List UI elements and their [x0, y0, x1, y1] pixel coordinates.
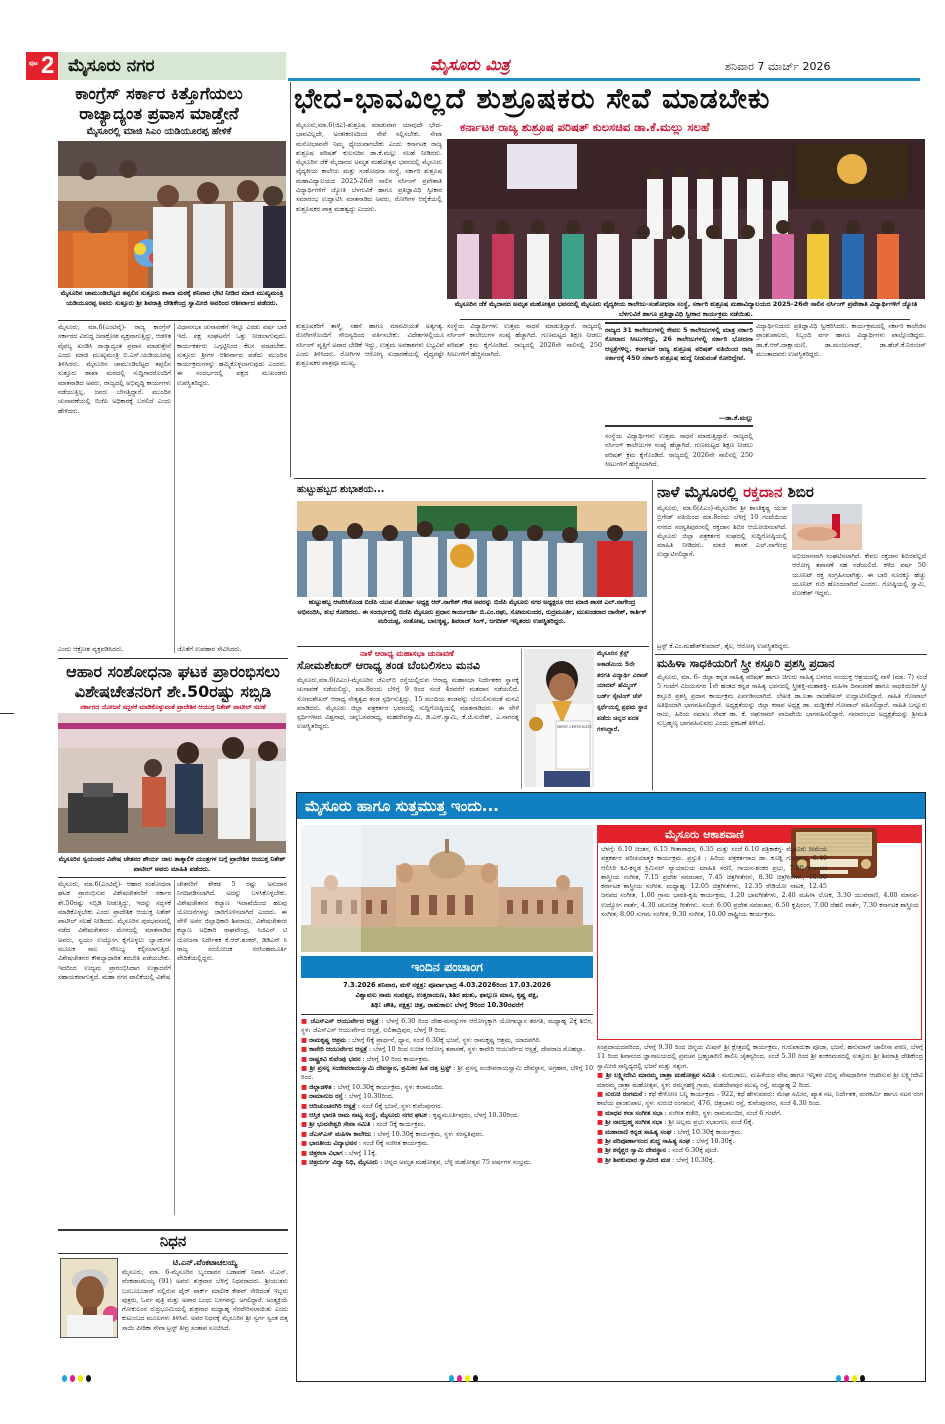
event-title: ರಾಷ್ಟ್ರಕವಿ ಕುವೆಂಪು ಭವನ: [309, 1054, 361, 1063]
headline-part: ನಾಳೆ ಮೈಸೂರಲ್ಲಿ: [657, 483, 744, 501]
headline-part-red: ರಕ್ತದಾನ: [743, 483, 783, 501]
body-nursing-lower-col3a: ಸಂಸ್ಥೆಯ ವಿದ್ಯಾರ್ಥಿಗಳು ಉತ್ತಮ ಸಾಧನೆ ಮಾಡುತ್ತಿದ್ದಾರೆ. ರಾಜ್ಯದಲ್ಲಿ ನರ್ಸಿಂಗ್ ಕಾಲೇಜುಗಳ ಸಂಖ್ಯೆ ಹೆಚ್ಚಾಗಿದೆ. ಗುಣಮಟ್ಟದ ಶಿಕ್ಷಣ ನೀಡಲು ಪರಿಷತ್ ಕ್ರಮ ಕೈಗೊಂಡಿದೆ. ರಾಜ್ಯದಲ್ಲಿ 2026ನೇ ಸಾಲಿನಲ್ಲಿ 250 ಸೀಟುಗಳಿಗೆ ಹೆಚ್ಚಿಸಲಾಗಿದೆ.: [605, 432, 753, 468]
event-item: ■ ಜಿಲ್ಲಾಡಳಿತ : ಬೆಳಗ್ಗೆ 10.30ಕ್ಕೆ ಕಾರ್ಯಕ್ರಮ, ಸ್ಥಳ: ಕಲಾಮಂದಿರ.: [301, 1082, 444, 1091]
headline-blood-donation: [657, 483, 814, 501]
obituary-section-title: ನಿಧನ: [159, 1232, 187, 1250]
event-title: ಚಿತ್ರಕಲಾ ವಿಭಾಗ: [309, 1148, 343, 1157]
body-nursing-lower-col1: ಶುಶ್ರೂಷಕರಿಗೆ ತಾಳ್ಮೆ, ಸಹನೆ ಹಾಗೂ ಮಾನವೀಯತೆ ಅತ್ಯಗತ್ಯ. ರೋಗಿಗಳೊಂದಿಗೆ ಸೌಜನ್ಯದಿಂದ ವರ್ತಿಸಬೇಕು. ವಿದೇಶಗಳಲ್ಲಿಯೂ ನರ್ಸಿಂಗ್ ವೃತ್ತಿಗೆ ಅಪಾರ ಬೇಡಿಕೆ ಇದ್ದು, ಉತ್ತಮ ಅವಕಾಶಗಳು ಲಭ್ಯವಿವೆ ಎಂದು ತಿಳಿಸಿದರು. ರೋಗಿಗಳ ಆರೋಗ್ಯ ಸುಧಾರಣೆಯಲ್ಲಿ ವೈದ್ಯರಷ್ಟೇ ಶುಶ್ರೂಷಕರ ಪಾತ್ರವೂ ಮುಖ್ಯ.: [296, 322, 444, 368]
body-yeddyurappa-tail1: ಎಂದು ಆಕ್ರೋಶ ವ್ಯಕ್ತಪಡಿಸಿದರು.: [58, 645, 124, 653]
divider: [297, 646, 649, 647]
event-item: ■ ಶ್ರೀ ಶಿವಕುಮಾರ ಸ್ವಾಮೀಜಿ ಮಠ : ಬೆಳಗ್ಗೆ 10.30ಕ್ಕೆ.: [597, 1155, 715, 1164]
event-title: ಶ್ರೀ ಪರಿಪೂರ್ಣಾನಂದ ಶುದ್ಧ ಸಾಹಿತ್ಯ ಸಂಘ: [605, 1137, 690, 1146]
issue-date: ಶನಿವಾರ 7 ಮಾರ್ಚ್ 2026: [725, 60, 831, 73]
margin-mark: [0, 713, 14, 714]
event-text: ಸಂಜೆ 6ಕ್ಕೆ ಸಂಗೀತ ಕಾರ್ಯಕ್ರಮ.: [363, 1139, 430, 1148]
body-nursing: ಮೈಸೂರು,ಮಾ.6(ಜಿಎ)-ಶುಶ್ರೂಷ ಮಾಡುವಾಗ ಯಾವುದೇ ಭೇದ-ಭಾವವಿಲ್ಲದೇ, ಅಂತಃಕರಣದಿಂದ ಸೇವೆ ಸಲ್ಲಿಸಬೇಕು. ಸೇವಾ ಮನೋಭಾವನೇ ನಿಮ್ಮ ಧ್ಯೇಯವಾಗಬೇಕು ಎಂದು ಕರ್ನಾಟಕ ರಾಜ್ಯ ಶುಶ್ರೂಷ ಪರಿಷತ್ ಕುಲಸಚಿವ ಡಾ.ಕೆ.ಮಲ್ಲು ಸಲಹೆ ನೀಡಿದರು. ಮೈಸೂರಿನ ಜೆಕೆ ಮೈದಾನದ ಅಮೃತ ಮಹೋತ್ಸವ ಭವನದಲ್ಲಿ ಮೈಸೂರು ವೈದ್ಯಕೀಯ ಕಾಲೇಜು ಮತ್ತು ಸಂಶೋಧನಾ ಸಂಸ್ಥೆ, ಸರ್ಕಾರಿ ಶುಶ್ರೂಷ ಮಹಾವಿದ್ಯಾಲಯದ 2025-26ನೇ ಸಾಲಿನ ನರ್ಸಿಂಗ್ ಪ್ರವೇಶಾತಿ ವಿದ್ಯಾರ್ಥಿಗಳಿಗೆ ಜ್ಯೋತಿ ಬೆಳಗುವಿಕೆ ಹಾಗೂ ಪ್ರತಿಜ್ಞಾವಿಧಿ ಸ್ವೀಕಾರ ಸಮಾರಂಭ ಉದ್ಘಾಟಿಸಿ ಮಾತನಾಡಿದ ಅವರು, ರೋಗಿಗಳ ಆರೈಕೆಯಲ್ಲಿ ಶುಶ್ರೂಷಕರ ಪಾತ್ರ ಮಹತ್ವದ್ದು ಎಂದರು.: [296, 121, 442, 213]
event-text: ಕಥೆ ಕೇಳೋಣ ಬನ್ನಿ ಕಾರ್ಯಕ್ರಮ - 922, ಕಥೆ ಹೇಳುವವರು: ಮೇಘ ಸಮೀರ, ಖ್ಯಾತ ನಟ, ನಿರ್ದೇಶಕ, ರಂಗಕರ್ಮಿ ಹಾಗೂ ನಟನ ರಂಗ ಶಾಲೆಯ ಪ್ರಾಂಶುಪಾಲ, ಸ್ಥಳ: ಸುರುಚಿ ರಂಗಮನೆ, 476, ಚಿತ್ರಭಾನು ರಸ್ತೆ, ಕುವೆಂಪುನಗರ, ಸಂಜೆ 4.30 ರಿಂದ.: [597, 1090, 923, 1108]
photo-commissioner-visit: [58, 713, 286, 853]
event-text: ಬೆಳಗ್ಗೆ 10 ರಿಂದ ಉಚಿತ ಆರೋಗ್ಯ ತಪಾಸಣೆ, ಸ್ಥಳ: ಕಾವೇರಿ ಆಯುರ್ವೇದ ಆಸ್ಪತ್ರೆ, ದೇವರಾಜ ಮೊಹಲ್ಲಾ.: [373, 1045, 586, 1054]
nursing-callout-byline: —ಡಾ.ಕೆ.ಮಲ್ಲು: [718, 414, 753, 422]
event-item: ■ ಚಿತ್ರದುರ್ಗ ವಿದ್ಯಾ ನಿಧಿ, ಮೈಸೂರು : ಚಿನ್ನದ ಅಮೃತ ಮಹೋತ್ಸವ, ಬೆಳ್ಳಿ ಮಹೋತ್ಸವ 75 ವರ್ಷಗಳ ಸಂಭ್ರಮ.: [301, 1158, 532, 1167]
event-item: ■ ಶ್ರೀ ಭುವನೇಶ್ವರಿ ಸೇವಾ ಸಮಿತಿ : ಸಂಜೆ 5ಕ್ಕೆ ಕಾರ್ಯಕ್ರಮ.: [301, 1120, 426, 1129]
headline-part: ಶಿಬಿರ: [782, 483, 814, 501]
body-blood-col2: ಅಭಿಯಾನವಾಗಿ ಸಂಘಟಿಸಲಾಗಿದೆ. ಕೇವಲ ರಕ್ತದಾನ ಶಿಬಿರವಲ್ಲದೆ ಆರೋಗ್ಯ ತಪಾಸಣೆ ಸಹ ನಡೆಯಲಿದೆ. ಕಳೆದ ವರ್ಷ 50 ಯೂನಿಟ್ ರಕ್ತ ಸಂಗ್ರಹಿಸಲಾಗಿತ್ತು. ಈ ಬಾರಿ ನೂರಕ್ಕೂ ಹೆಚ್ಚು ಯೂನಿಟ್ ಗುರಿ ಹೊಂದಲಾಗಿದೆ ಎಂದರು. ಗೋಷ್ಠಿಯಲ್ಲಿ ಸ್ವಾಮಿ, ಲೋಕೇಶ್ ಇದ್ದರು.: [792, 552, 926, 598]
event-item: ■ ರಾಷ್ಟ್ರಕವಿ ಕುವೆಂಪು ಭವನ : ಬೆಳಗ್ಗೆ 10 ರಿಂದ ಕಾರ್ಯಕ್ರಮ.: [301, 1054, 430, 1063]
event-title: ಶ್ರೀ ಶನೈಶ್ಚರ ಸ್ವಾಮಿ ದೇವಸ್ಥಾನ: [605, 1146, 666, 1155]
obituary-name: ಟಿ.ಎನ್.ವೆಂಕಟಾಚಲಯ್ಯ: [172, 1258, 238, 1267]
event-item: ■ ಭಾರತೀಯ ವಿದ್ಯಾಭವನ : ಸಂಜೆ 6ಕ್ಕೆ ಸಂಗೀತ ಕಾರ್ಯಕ್ರಮ.: [301, 1139, 430, 1148]
subhead-yeddyurappa: ಮೈಸೂರಲ್ಲಿ ಮಾಜಿ ಸಿಎಂ ಯಡಿಯೂರಪ್ಪ ಹೇಳಿಕೆ: [86, 126, 232, 137]
page-label: ಪುಟ: [29, 60, 38, 67]
caption-food: ಮೈಸೂರಿನ ಸ್ವಯಂವರ ವಿಶೇಷ ಚೇತನರ ಶೌರ್ಯ ಜಾಲ ತಾತ್ಕಾಲಿಕ ಯಂತ್ರಗಳ ಬಗ್ಗೆ ಪ್ರಾದೇಶಿಕ ಆಯುಕ್ತ ನಿತೇಶ್ ಪಾಟೀಲ್ ಅವರು ಮಾಹಿತಿ ಪಡೆದರು.: [58, 855, 286, 873]
photo-birthday: [297, 501, 647, 597]
photo-chess-student: [524, 649, 594, 787]
caption-nursing: ಮೈಸೂರಿನ ಜೆಕೆ ಮೈದಾನದ ಅಮೃತ ಮಹೋತ್ಸವ ಭವನದಲ್ಲಿ ಮೈಸೂರು ವೈದ್ಯಕೀಯ ಕಾಲೇಜು-ಸಂಶೋಧನಾ ಸಂಸ್ಥೆ, ಸರ್ಕಾರಿ ಶುಶ್ರೂಷ ಮಹಾವಿದ್ಯಾಲಯದ 2025-26ನೇ ಸಾಲಿನ ನರ್ಸಿಂಗ್ ಪ್ರವೇಶಾತಿ ವಿದ್ಯಾರ್ಥಿಗಳಿಗೆ ಜ್ಯೋತಿ ಬೆಳಗುವಿಕೆ ಹಾಗೂ ಪ್ರತಿಜ್ಞಾವಿಧಿ ಸ್ವೀಕಾರ ಕಾರ್ಯಕ್ರಮ ನಡೆಯಿತು.: [454, 300, 918, 318]
column-divider: [290, 82, 291, 477]
akashavani-text: ಬೆಳಗ್ಗೆ: 6.10 ಚಿಂತನ, 6.15 ಗೀತಾರಾಧನ, 6.35 ಮತ್ತು ಸಂಜೆ 6.10 ಪತ್ರಿಕಾಕಗ್ದ- ಮೈಸೂರು ಸೀಮೆಯ ಪತ್ರಕರ್ತರ ಪರಿಚಯಾತ್ಮಕ ಕಾರ್ಯಕ್ರಮ. ಪ್ರಸ್ತುತಿ : ಹಿರಿಯ ಪತ್ರಕರ್ತರಾದ ಡಾ. ಕೂಡ್ಲಿ ಗುರುರಾಜ, 6.40 ಆಲಿಸಿರಿ ಕಿವಿ-ಕನ್ನಡ ಕ್ರಿಮಿನಲ್ ನ್ಯಾಯಾಲಯ ಮಾಹಿತಿ ಸರಣಿ, ಗಾಯನ-ಶಂಕರ ಪ್ರಭು, 7.00 ಕರ್ನಾಟಕ ಶಾಸ್ತ್ರೀಯ ಸಂಗೀತ, 7.15 ಪ್ರದೇಶ ಸಮಾಚಾರ, 7.45 ಚಿತ್ರಗೀತೆಗಳು, 8.30 ಚಿತ್ರಗೀತೆಗಳು, 10.00 ಕರ್ನಾಟಕ ಶಾಸ್ತ್ರೀಯ ಸಂಗೀತ. ಮಧ್ಯಾಹ್ನ: 12.05 ಚಿತ್ರಗೀತೆಗಳು, 12.35 ರೇಡಿಯೋ ನಾಟಕ, 12.45 ಜನಪದ ಸಂಗೀತ, 1.00 ಗ್ರಾಮ ಭಾರತಿ-ಕೃಷಿ ಕಾರ್ಯಕ್ರಮ, 1.20 ಭಾವಗೀತೆಗಳು, 2.40 ಮಹಿಳಾ ಲೋಕ, 3.30 ಯುವವಾಣಿ, 4.00 ಮಾನವ-ಉದ್ಯೋಗ ವಾರ್ತೆ, 4.30 ಚಲನಚಿತ್ರ ಗೀತೆಗಳು. ಸಂಜೆ: 6.00 ಪ್ರದೇಶ ಸಮಾಚಾರ, 6.50 ಕೃಷಿರಂಗ, 7.00 ದೆಹಲಿ ವಾರ್ತೆ, 7.30 ಕರ್ನಾಟಕ ಶಾಸ್ತ್ರೀಯ ಸಂಗೀತ, 8.00 ಸುಗಮ ಸಂಗೀತ, 9.30 ಸಂಗೀತ, 10.00 ರಾಷ್ಟ್ರೀಯ ಕಾರ್ಯಕ್ರಮ.: [601, 845, 919, 919]
divider: [301, 1014, 593, 1015]
body-yeddyurappa-tail2: ಜೊತೆಗೆ ಉಪಹಾರ ಸೇವಿಸಿದರು.: [177, 645, 242, 653]
headline-kasturi: ಮಹಿಳಾ ಸಾಧಕಿಯರಿಗೆ ಸ್ತ್ರೀ ಕಸ್ತೂರಿ ಪ್ರಶಸ್ತಿ ಪ್ರದಾನ: [657, 657, 835, 670]
panchanga-line-2: ವಿಶ್ವಾವಸು ನಾಮ ಸಂವತ್ಸರ, ಉತ್ತರಾಯಣ, ಶಿಶಿರ ಋತು, ಫಾಲ್ಗುಣ ಮಾಸ, ಕೃಷ್ಣ ಪಕ್ಷ,: [355, 990, 539, 999]
event-text: ಸಂಜೆ 5ಕ್ಕೆ ಕಾರ್ಯಕ್ರಮ.: [376, 1120, 426, 1129]
column-divider: [521, 649, 522, 789]
event-text: ಬೆಳಗ್ಗೆ 10.30ಕ್ಕೆ ಕಾರ್ಯಕ್ರಮ.: [677, 1127, 743, 1136]
event-item: ■ ಜೆಎಸ್‌ಎಸ್ ಮಹಿಳಾ ಕಾಲೇಜು : ಬೆಳಗ್ಗೆ 10.30ಕ್ಕೆ ಕಾರ್ಯಕ್ರಮ, ಸ್ಥಳ: ಸರಸ್ವತಿಪುರಂ.: [301, 1129, 485, 1138]
event-text: ಕೃಷ್ಣಮೂರ್ತಿಪುರಂ, ಬೆಳಗ್ಗೆ 10.30ರಿಂದ.: [432, 1111, 520, 1120]
event-text: ಶ್ರೀ ಪ್ರಸನ್ನ ಸಂಜೀವರಾಯಸ್ವಾಮಿ ದೇವಸ್ಥಾನ, ಅಗ್ರಹಾರ, ಬೆಳಿಗ್ಗೆ 10 ರಿಂದ.: [301, 1064, 593, 1082]
event-title: ಜೆಎಸ್‌ಎಸ್ ಮಹಿಳಾ ಕಾಲೇಜು: [309, 1129, 372, 1138]
column-divider: [174, 323, 175, 653]
event-title: ಮಾಧವ ಕಲಾ ಸಂಗೀತ ಸಭಾ: [605, 1108, 663, 1117]
yellow-dot: [465, 1375, 470, 1382]
body-nursing-lower-col2: ಸಂಸ್ಥೆಯ ವಿದ್ಯಾರ್ಥಿಗಳು ಉತ್ತಮ ಸಾಧನೆ ಮಾಡುತ್ತಿದ್ದಾರೆ. ರಾಜ್ಯದಲ್ಲಿ ನರ್ಸಿಂಗ್ ಕಾಲೇಜುಗಳ ಸಂಖ್ಯೆ ಹೆಚ್ಚಾಗಿದೆ. ಗುಣಮಟ್ಟದ ಶಿಕ್ಷಣ ನೀಡಲು ಪರಿಷತ್ ಕ್ರಮ ಕೈಗೊಂಡಿದೆ. ರಾಜ್ಯದಲ್ಲಿ 2026ನೇ ಸಾಲಿನಲ್ಲಿ 250 ಸೀಟುಗಳಿಗೆ ಹೆಚ್ಚಿಸಲಾಗಿದೆ.: [447, 322, 602, 358]
caption-yeddyurappa: ಮೈಸೂರಿನ ಚಾಮುಂಡಿಬೆಟ್ಟದ ತಪ್ಪಲಿನ ಸುತ್ತೂರು ಶಾಖಾ ಮಠಕ್ಕೆ ಶನಿವಾರ ಭೇಟಿ ನೀಡಿದ ಮಾಜಿ ಮುಖ್ಯಮಂತ್ರಿ ಯಡಿಯೂರಪ್ಪ ಅವರು ಸುತ್ತೂರು ಶ್ರೀ ಶಿವರಾತ್ರಿ ದೇಶಿಕೇಂದ್ರ ಸ್ವಾಮೀಜಿ ಅವರಿಂದ ಆಶೀರ್ವಾದ ಪಡೆದರು.: [60, 289, 284, 307]
event-item: ■ ಶ್ರೀ ನಾದಬ್ರಹ್ಮ ಸಂಗೀತ ಸಭಾ : ಶ್ರೀ ಅಲ್ಲಮ ಪ್ರಭು ಸಭಾಂಗಣ, ಸಂಜೆ 6ಕ್ಕೆ.: [597, 1118, 754, 1127]
headline-yeddyurappa-1: ಕಾಂಗ್ರೆಸ್ ಸರ್ಕಾರ ಕಿತ್ತೊಗೆಯಲು: [75, 84, 243, 103]
panchanga-line-3: ತಿಥಿ: ಚೌತಿ, ನಕ್ಷತ್ರ: ಚಿತ್ರ, ರಾಹುಕಾಲ: ಬೆಳಗ್ಗೆ 9ರಿಂದ 10.30ರವರೆಗೆ: [370, 1000, 524, 1009]
column-divider: [174, 880, 175, 1215]
event-title: ಜಿಲ್ಲಾಡಳಿತ: [309, 1082, 332, 1091]
body-kasturi: ಮೈಸೂರು, ಮಾ. 6- ಜಿಲ್ಲಾ ಕನ್ನಡ ಸಾಹಿತ್ಯ ಪರಿಷತ್ ಹಾಗೂ ಚಿಗುರು ಸಾಹಿತ್ಯ ಬಳಗದ ಸಂಯುಕ್ತ ಆಶ್ರಯದಲ್ಲಿ ನಾಳೆ (ಮಾ. 7) ಸಂಜೆ 5 ಗಂಟೆಗೆ ವಿಜಯನಗರ 1ನೇ ಹಂತದ ಕನ್ನಡ ಸಾಹಿತ್ಯ ಭವನದಲ್ಲಿ ಸ್ತ್ರೀಶಕ್ತಿ-ಮಹಾಶಕ್ತಿ- ಮಹಿಳಾ ದಿನಾಚರಣೆ ಹಾಗೂ ಸಾಧಕಿಯರಿಗೆ ಸ್ತ್ರೀ ಕಸ್ತೂರಿ ಪ್ರಶಸ್ತಿ ಪ್ರದಾನ ಕಾರ್ಯಕ್ರಮ ಏರ್ಪಡಿಸಲಾಗಿದೆ. ಲೇಖಕಿ ಡಾ.ಲತಾ ರಾಜಶೇಖರ್ ಉದ್ಘಾಟಿಸಲಿದ್ದಾರೆ. ಸಾಹಿತಿ ಗೋಪಾಲ್ ಅತಿಥಿಯಾಗಿ ಭಾಗವಹಿಸಲಿದ್ದಾರೆ. ಅಧ್ಯಕ್ಷತೆಯನ್ನು ಜಿಲ್ಲಾ ಕಸಾಪ ಅಧ್ಯಕ್ಷ ಡಾ. ಮಡ್ಡೀಕೆರೆ ಗೋಪಾಲ್ ವಹಿಸಲಿದ್ದಾರೆ. ಸಾಹಿತಿ ಬನ್ನೂರು ರಾಜು, ಹಿರಿಯ ಸಮಾಜ ಸೇವಕ ಡಾ. ಕೆ. ರಘುರಾಮ್ ವಾಜಪೇಯಿ ಭಾಗವಹಿಸಲಿದ್ದಾರೆ. ಸಮಾರಂಭದ ಅಧ್ಯಕ್ಷತೆಯನ್ನು ಶ್ರೀಮತಿ ಸುಬ್ರಹ್ಮಣ್ಯ ಭಾಗವಹಿಸುವರು ಎಂದು ಪ್ರಕಟಣೆ ತಿಳಿಸಿದೆ.: [657, 673, 927, 728]
divider: [58, 320, 286, 321]
event-item: ■ ಸುರುಚಿ ರಂಗಮನೆ : ಕಥೆ ಕೇಳೋಣ ಬನ್ನಿ ಕಾರ್ಯಕ್ರಮ - 922, ಕಥೆ ಹೇಳುವವರು: ಮೇಘ ಸಮೀರ, ಖ್ಯಾತ ನಟ, ನಿರ್ದೇಶಕ, ರಂಗಕರ್ಮಿ ಹಾಗೂ ನಟನ ರಂಗ ಶಾಲೆಯ ಪ್ರಾಂಶುಪಾಲ, ಸ್ಥಳ: ಸುರುಚಿ ರಂಗಮನೆ, 476, ಚಿತ್ರಭಾನು ರಸ್ತೆ, ಕುವೆಂಪುನಗರ, ಸಂಜೆ 4.30 ರಿಂದ.: [597, 1090, 923, 1108]
event-text: ಬೆಳಗ್ಗೆ 6.30 ರಿಂದ ದೇಹ-ಮನಸ್ಸುಗಳ ಆರೋಗ್ಯಕ್ಕಾಗಿ ಯೋಗಾಭ್ಯಾಸ ತರಗತಿ, ಮಧ್ಯಾಹ್ನ 2ಕ್ಕೆ ಶಿಬಿರ, ಸ್ಥಳ: ಜೆಎಸ್‌ಎಸ್ ಆಯುರ್ವೇದ ಆಸ್ಪತ್ರೆ, ಲಲಿತಾದ್ರಿಪುರ, ಬೆಳಗ್ಗೆ 9 ರಿಂದ.: [301, 1017, 593, 1035]
obituary-portrait: [60, 1258, 118, 1338]
event-title: ಶ್ರೀ ನಾದಬ್ರಹ್ಮ ಸಂಗೀತ ಸಭಾ: [605, 1118, 663, 1127]
event-title: ಸುರುಚಿ ರಂಗಮನೆ: [605, 1090, 643, 1099]
magenta-dot: [457, 1375, 462, 1382]
event-item: ■ ರಾಮಾನುಜ ರಸ್ತೆ : ಬೆಳಗ್ಗೆ 10.30ರಿಂದ.: [301, 1092, 394, 1101]
event-title: ಶ್ರೀ ಪ್ರಸನ್ನ ಸಂಜೀವರಾಯಸ್ವಾಮಿ ದೇವಸ್ಥಾನ, ಶ್ರಮಿಕರ ಹಿತ ದತ್ತ ಟ್ರಸ್ಟ್: [309, 1064, 451, 1073]
page-number: 2: [41, 52, 55, 79]
event-title: ರಾಮಾನುಜ ರಸ್ತೆ: [309, 1092, 343, 1101]
headline-aradhya: ಸೋಮಶೇಖರ್ ಆರಾಧ್ಯ ತಂಡ ಬೆಂಬಲಿಸಲು ಮನವಿ: [297, 659, 481, 672]
photo-yeddyurappa-visit: [58, 141, 286, 288]
event-item: ■ ಶ್ರೀ ಪ್ರಸನ್ನ ಸಂಜೀವರಾಯಸ್ವಾಮಿ ದೇವಸ್ಥಾನ, ಶ್ರಮಿಕರ ಹಿತ ದತ್ತ ಟ್ರಸ್ಟ್ : ಶ್ರೀ ಪ್ರಸನ್ನ ಸಂಜೀವರಾಯಸ್ವಾಮಿ ದೇವಸ್ಥಾನ, ಅಗ್ರಹಾರ, ಬೆಳಿಗ್ಗೆ 10 ರಿಂದ.: [301, 1064, 593, 1082]
body-nursing-lower-col3: ವಿದ್ಯಾರ್ಥಿನಿಯರು ಪ್ರತಿಜ್ಞಾವಿಧಿ ಸ್ವೀಕರಿಸಿದರು. ಕಾರ್ಯಕ್ರಮದಲ್ಲಿ ಸರ್ಕಾರಿ ಕಾಲೇಜಿನ ಪ್ರಾಂಶುಪಾಲರು, ಸಿಬ್ಬಂದಿ ವರ್ಗ ಹಾಗೂ ವಿದ್ಯಾರ್ಥಿಗಳು ಪಾಲ್ಗೊಂಡಿದ್ದರು. ಡಾ.ಕೆ.ಆರ್.ದಾಕ್ಷಾಯಣಿ, ಡಾ.ಮಂಜುನಾಥ್, ಡಾ.ಹೆಚ್.ಕೆ.ನಿರಂಜನ್ ಮುಂತಾದವರು ಉಪಸ್ಥಿತರಿದ್ದರು.: [756, 322, 926, 358]
black-dot: [473, 1375, 478, 1382]
event-text: ಬೆಳಗ್ಗೆ 6ಕ್ಕೆ ಪ್ರಾರ್ಥನೆ, ಧ್ಯಾನ, ಸಂಜೆ 6.30ಕ್ಕೆ ಭಜನೆ, ಸ್ಥಳ: ರಾಮಕೃಷ್ಣ ಆಶ್ರಮ, ಯಾದವಗಿರಿ.: [352, 1035, 542, 1044]
black-dot: [860, 1375, 865, 1382]
divider: [294, 478, 926, 479]
event-title: ಚಿತ್ರದುರ್ಗ ವಿದ್ಯಾ ನಿಧಿ, ಮೈಸೂರು: [309, 1158, 379, 1167]
body-blood-tail: ಟ್ರಸ್ಟ್ ಕೆ.ಎಂ.ಮಹೇಶ್‌ಕುಮಾರ್, ತೈಲ, ಆರೋಗ್ಯ ಉಪಸ್ಥಿತರಿದ್ದರು.: [657, 642, 791, 650]
event-intro: ಸಂಪ್ರದಾಯದವರಿಂದ, ಬೆಳಗ್ಗೆ 9.30 ರಿಂದ ಚಿನ್ಮಯ ಮಿಷನ್ ಶ್ರೀ ಕ್ಷೇತ್ರದಲ್ಲಿ ಕಾರ್ಯಕ್ರಮ, ಗುರುಪಾದುಕಾ ಪೂಜಾ, ಭಜನೆ, ಹನುಮಾನ್ ಚಾಲೀಸಾ ಪಠಣ, ಬೆಳಗ್ಗೆ 11 ರಿಂದ ಶಿವಾನಂದ ಜ್ಞಾನಾಲಯದಲ್ಲಿ ಪ್ರವಚನ ಬ್ರಹ್ಮಚಾರಿಣಿ ಶಾಲಿನಿ ಚೈತನ್ಯರಿಂದ, ಸಂಜೆ 5.30 ರಿಂದ ಶ್ರೀ ಶಂಕರಮಠದಲ್ಲಿ ಸುತ್ತೂರು ಶ್ರೀ ಶಿವರಾತ್ರಿ ದೇಶಿಕೇಂದ್ರ ಸ್ವಾಮೀಜಿ ಸಾನ್ನಿಧ್ಯದಲ್ಲಿ ಭಜನೆ ಮತ್ತು ಸತ್ಸಂಗ.: [597, 1043, 923, 1070]
event-title: ಕಾವೇರಿ ಆಯುರ್ವೇದ ಆಸ್ಪತ್ರೆ: [309, 1045, 367, 1054]
event-item: ■ ಶ್ರೀ ಪರಿಪೂರ್ಣಾನಂದ ಶುದ್ಧ ಸಾಹಿತ್ಯ ಸಂಘ : ಬೆಳಗ್ಗೆ 10.30ಕ್ಕೆ.: [597, 1137, 735, 1146]
panchanga-line-1: 7.3.2026 ಶನಿವಾರ, ಮಳೆ ನಕ್ಷತ್ರ: ಪೂರ್ವಾಭಾದ್ರ 4.03.2026ರಿಂದ 17.03.2026: [343, 981, 551, 989]
body-yeddyurappa-col2: ವಿಧಾನಸಭಾ ಚುನಾವಣೆಗೆ ಇನ್ನೂ ಎರಡು ವರ್ಷ ಬಾಕಿ ಇದೆ. ಪಕ್ಷ ಸಂಘಟನೆಗೆ ಒತ್ತು ನೀಡಲಾಗುವುದು. ಕಾರ್ಯಕರ್ತರು ಒಗ್ಗಟ್ಟಿನಿಂದ ಕೆಲಸ ಮಾಡಬೇಕು. ಸುತ್ತೂರು ಶ್ರೀಗಳ ಆಶೀರ್ವಾದ ಪಡೆದು ಮುಂದಿನ ಕಾರ್ಯಕ್ರಮಗಳನ್ನು ಹಮ್ಮಿಕೊಳ್ಳಲಾಗುವುದು ಎಂದರು. ಈ ಸಂದರ್ಭದಲ್ಲಿ ಪಕ್ಷದ ಮುಖಂಡರು ಉಪಸ್ಥಿತರಿದ್ದರು.: [177, 323, 287, 387]
nursing-callout-text: ರಾಜ್ಯದ 31 ಕಾಲೇಜುಗಳಲ್ಲಿ ಕೇವಲ 5 ಕಾಲೇಜುಗಳಲ್ಲಿ ಮಾತ್ರ ಸರ್ಕಾರಿ ಕೋಟಾದ ಸೀಟುಗಳಿದ್ದು, 26 ಕಾಲೇಜುಗಳಲ್ಲಿ ಸರ್ಕಾರಿ ಭೋದನಾ ಆಸ್ಪತ್ರೆಗಳಿಲ್ಲ. ಕರ್ನಾಟಕ ರಾಜ್ಯ ಶುಶ್ರೂಷ ಪರಿಷತ್ ವತಿಯಿಂದ ರಾಜ್ಯ ಸರ್ಕಾರಕ್ಕೆ 450 ಸರ್ಕಾರಿ ಶುಶ್ರೂಷ ಹುದ್ದೆ ನೀಡುವಂತೆ ಕೋರಿದ್ದೇವೆ.: [605, 326, 753, 362]
event-text: ಸಂಜೆ 6.30ಕ್ಕೆ ಪೂಜೆ.: [672, 1146, 719, 1155]
aradhya-kicker: ನಾಳೆ ಆರಾಧ್ಯ ಮಹಾಸಭಾ ಚುನಾವಣೆ: [360, 649, 454, 658]
body-yeddyurappa-col1: ಮೈಸೂರು, ಮಾ.6(ಎಂಟಿವೈ)- ರಾಜ್ಯ ಕಾಂಗ್ರೆಸ್ ಸರ್ಕಾರದ ವಿರುದ್ಧ ಜನಾಕ್ರೋಶ ವ್ಯಕ್ತವಾಗುತ್ತಿದ್ದು, ಆಡಳಿತ ವೈಫಲ್ಯ ಖಂಡಿಸಿ ರಾಜ್ಯಾದ್ಯಂತ ಪ್ರವಾಸ ಮಾಡುತ್ತೇನೆ ಎಂದು ಮಾಜಿ ಮುಖ್ಯಮಂತ್ರಿ ಬಿ.ಎಸ್.ಯಡಿಯೂರಪ್ಪ ತಿಳಿಸಿದರು. ಮೈಸೂರಿನ ಚಾಮುಂಡಿಬೆಟ್ಟದ ತಪ್ಪಲಿನ ಸುತ್ತೂರು ಶಾಖಾ ಮಠದಲ್ಲಿ ಸುದ್ದಿಗಾರರೊಂದಿಗೆ ಮಾತನಾಡಿದ ಅವರು, ರಾಜ್ಯದಲ್ಲಿ ಅಭಿವೃದ್ಧಿ ಕಾರ್ಯಗಳು ನಡೆಯುತ್ತಿಲ್ಲ. ಜನರು ಬೇಸತ್ತಿದ್ದಾರೆ. ಮುಂದಿನ ಚುನಾವಣೆಯಲ್ಲಿ ಬಿಜೆಪಿ ಅಧಿಕಾರಕ್ಕೆ ಬರಲಿದೆ ಎಂದು ಹೇಳಿದರು.: [58, 323, 171, 415]
event-item: ■ ರಾಮಕೃಷ್ಣ ಆಶ್ರಮ : ಬೆಳಗ್ಗೆ 6ಕ್ಕೆ ಪ್ರಾರ್ಥನೆ, ಧ್ಯಾನ, ಸಂಜೆ 6.30ಕ್ಕೆ ಭಜನೆ, ಸ್ಥಳ: ರಾಮಕೃಷ್ಣ ಆಶ್ರಮ, ಯಾದವಗಿರಿ.: [301, 1035, 542, 1044]
event-text: ಸಂಗೀತ ಕಚೇರಿ, ಸ್ಥಳ: ರಾಮಮಂದಿರ, ಸಂಜೆ 6 ಗಂಟೆಗೆ.: [668, 1108, 782, 1117]
event-text: ಬೆಳಗ್ಗೆ 11ಕ್ಕೆ.: [348, 1148, 378, 1157]
headline-food-1: ಆಹಾರ ಸಂಶೋಧನಾ ಘಟಕ ಪ್ರಾರಂಭಿಸಲು: [66, 662, 280, 681]
event-item: ■ ಶ್ರೀ ಶನೈಶ್ಚರ ಸ್ವಾಮಿ ದೇವಸ್ಥಾನ : ಸಂಜೆ 6.30ಕ್ಕೆ ಪೂಜೆ.: [597, 1146, 719, 1155]
magenta-dot: [844, 1375, 849, 1382]
nursing-callout-box: [605, 322, 753, 427]
event-item: ■ ಮಹಾರಾಣಿ ಕನ್ನಡ ಸಾಹಿತ್ಯ ಸಂಘ : ಬೆಳಗ್ಗೆ 10.30ಕ್ಕೆ ಕಾರ್ಯಕ್ರಮ.: [597, 1127, 743, 1136]
yellow-dot: [78, 1375, 83, 1382]
divider: [460, 319, 910, 320]
event-text: ಬೆಳಗ್ಗೆ 10.30ರಿಂದ.: [348, 1092, 394, 1101]
event-item: ■ ಆಸ್ತಿಕ ಭಾರತಿ ರಾಮ ನಾಟ್ಯ ಸಂಸ್ಥೆ, ಮೈಸೂರು ನಗರ ಘಟಕ : ಕೃಷ್ಣಮೂರ್ತಿಪುರಂ, ಬೆಳಗ್ಗೆ 10.30ರಿಂದ.: [301, 1111, 520, 1120]
photo-mysore-palace: [301, 825, 593, 952]
cyan-dot: [836, 1375, 841, 1382]
body-food-col2: ಚೇತನರಿಗೆ ಶೇಕಡ 5 ರಷ್ಟು ಅನುದಾನ ನಿಗದಿಪಡಿಸಲಾಗಿದೆ. ಅದನ್ನು ಬಳಸಿಕೊಳ್ಳಬೇಕು. ವಿಶೇಷಚೇತನರ ಕಲ್ಯಾಣ ಇಲಾಖೆಯಿಂದ ಹಲವು ಯೋಜನೆಗಳನ್ನು ಜಾರಿಗೊಳಿಸಲಾಗಿದೆ ಎಂದರು. ಈ ವೇಳೆ ಅಪರ ಜಿಲ್ಲಾಧಿಕಾರಿ ಶಿವರಾಜು, ವಿಶೇಷಚೇತನರ ಕಲ್ಯಾಣ ಅಧಿಕಾರಿ ರಾಘವೇಂದ್ರ, ಸಿಜಿಎನ್ ಟಿ ಯೋಜನಾ ನಿರ್ದೇಶಕ ಕೆ.ಆರ್.ಶಂಕರ್, ಡಿಡಿಎನ್ ಸಿ ರಾಜ್ಯ ಸಂಯೋಜಕ ನರಸಿಂಹಮೂರ್ತಿ ವೇದಿಕೆಯಲ್ಲಿದ್ದರು.: [177, 880, 287, 963]
event-text: ಬೆಳಗ್ಗೆ 10 ರಿಂದ ಕಾರ್ಯಕ್ರಮ.: [366, 1054, 430, 1063]
event-item: ■ ಚಿತ್ರಕಲಾ ವಿಭಾಗ : ಬೆಳಗ್ಗೆ 11ಕ್ಕೆ.: [301, 1148, 378, 1157]
event-text: ಮರುಜಾಲು, ಮಹಿಳೆಯರ ವೇಷ ಹಾಗೂ ಇನ್ನಿತರ ವಿಭಿನ್ನ ವೇಷಧಾರಿಗಳ ಆಚರಿಸುವ ಶ್ರೀ ಲಕ್ಷ್ಮೀದೇವಿ ಮಾರಮ್ಮ ಜಾತ್ರಾ ಮಹೋತ್ಸವ, ಸ್ಥಳ: ರಮ್ಮನಹಳ್ಳಿ ಗ್ರಾಮ, ಮಹದೇವಪುರ ಮುಖ್ಯ ರಸ್ತೆ, ಮಧ್ಯಾಹ್ನ 2 ರಿಂದ.: [597, 1071, 923, 1089]
event-title: ಶ್ರೀ ಭುವನೇಶ್ವರಿ ಸೇವಾ ಸಮಿತಿ: [309, 1120, 371, 1129]
event-item: ■ ಕಾವೇರಿ ಆಯುರ್ವೇದ ಆಸ್ಪತ್ರೆ : ಬೆಳಗ್ಗೆ 10 ರಿಂದ ಉಚಿತ ಆರೋಗ್ಯ ತಪಾಸಣೆ, ಸ್ಥಳ: ಕಾವೇರಿ ಆಯುರ್ವೇದ ಆಸ್ಪತ್ರೆ, ದೇವರಾಜ ಮೊಹಲ್ಲಾ.: [301, 1045, 586, 1054]
body-food-col1: ಮೈಸೂರು, ಮಾ.6(ಎಂಟಿವೈ)- ಆಹಾರ ಸಂಶೋಧನಾ ಘಟಕ ಪ್ರಾರಂಭಿಸುವ ವಿಶೇಷಚೇತನರಿಗೆ ಸರ್ಕಾರ ಶೇ.50ರಷ್ಟು ಸಬ್ಸಿಡಿ ನೀಡುತ್ತಿದ್ದು, ಇದನ್ನು ಸದ್ಬಳಕೆ ಮಾಡಿಕೊಳ್ಳಬೇಕು ಎಂದು ಪ್ರಾದೇಶಿಕ ಆಯುಕ್ತ ನಿತೇಶ್ ಪಾಟೀಲ್ ಸಲಹೆ ನೀಡಿದರು. ಮೈಸೂರಿನ ಪುರಭವನದಲ್ಲಿ ನಡೆದ ವಿಶೇಷಚೇತನರ ಮೇಳದಲ್ಲಿ ಮಾತನಾಡಿದ ಅವರು, ಸ್ವಯಂ ಉದ್ಯೋಗ ಕೈಗೊಳ್ಳಲು ಬ್ಯಾಂಕುಗಳ ಮೂಲಕ ಸಾಲ ಸೌಲಭ್ಯ ಕಲ್ಪಿಸಲಾಗುತ್ತಿದೆ. ವಿಶೇಷಚೇತನರ ಕೌಶಲ್ಯಾಧಾರಿತ ತರಬೇತಿ ಪಡೆಯಬೇಕು. ಇದರಿಂದ ಉದ್ಯಮ ಪ್ರಾರಂಭಿಸಿದಾಗ ಉತ್ಪಾದನೆಗೆ ಸಹಾಯಕವಾಗುತ್ತದೆ. ಮಹಾ ನಗರ ಪಾಲಿಕೆಯಲ್ಲಿ ವಿಶೇಷ: [58, 880, 171, 981]
event-title: ಮಹಾರಾಣಿ ಕನ್ನಡ ಸಾಹಿತ್ಯ ಸಂಘ: [605, 1127, 672, 1136]
event-text: ಬೆಳಗ್ಗೆ 10.30ಕ್ಕೆ ಕಾರ್ಯಕ್ರಮ, ಸ್ಥಳ: ಸರಸ್ವತಿಪುರಂ.: [377, 1129, 485, 1138]
subhead-nursing: ಕರ್ನಾಟಕ ರಾಜ್ಯ ಶುಶ್ರೂಷ ಪರಿಷತ್ ಕುಲಸಚಿವ ಡಾ.ಕೆ.ಮಲ್ಲು ಸಲಹೆ: [460, 120, 710, 134]
body-blood-col1: ಮೈಸೂರು, ಮಾ.6(ಪಿಎಂ)-ಮೈಸೂರಿನ ಶ್ರೀ ಶಾಂತಿಕೃಷ್ಣ ಯುವ ಬ್ರಿಗೇಡ್ ವತಿಯಿಂದ ಮಾ.8ರಂದು ಬೆಳಿಗ್ಗೆ 10 ಗಂಟೆಯಿಂದ ನಗರದ ಸರಸ್ವತಿಪುರಂನಲ್ಲಿ ರಕ್ತದಾನ ಶಿಬಿರ ಆಯೋಜಿಸಲಾಗಿದೆ. ಮೈಸೂರು ಜಿಲ್ಲಾ ಪತ್ರಕರ್ತರ ಸಂಘದಲ್ಲಿ ಸುದ್ದಿಗೋಷ್ಠಿಯಲ್ಲಿ ಮಾಹಿತಿ ನೀಡಿದರು. ಮಾಜಿ ಶಾಸಕ ಎಲ್.ನಾಗೇಂದ್ರ ಉದ್ಘಾಟಿಸಲಿದ್ದಾರೆ.: [657, 504, 787, 559]
event-title: ಆದಿಚುಂಚನಗಿರಿ ಆಸ್ಪತ್ರೆ: [309, 1101, 356, 1110]
event-text: ಬೆಳಗ್ಗೆ 10.30ಕ್ಕೆ.: [676, 1155, 715, 1164]
event-text: ಚಿನ್ನದ ಅಮೃತ ಮಹೋತ್ಸವ, ಬೆಳ್ಳಿ ಮಹೋತ್ಸವ 75 ವರ್ಷಗಳ ಸಂಭ್ರಮ.: [384, 1158, 532, 1167]
column-divider: [652, 480, 653, 790]
headline-food-2: ವಿಶೇಷಚೇತನರಿಗೆ ಶೇ.50ರಷ್ಟು ಸಬ್ಸಿಡಿ: [74, 682, 272, 701]
divider: [58, 1229, 288, 1231]
yellow-dot: [852, 1375, 857, 1382]
today-banner: ಮೈಸೂರು ಹಾಗೂ ಸುತ್ತಮುತ್ತ ಇಂದು...: [297, 793, 925, 819]
panchanga-details: [301, 981, 593, 1010]
event-text: ಬೆಳಗ್ಗೆ 10.30ಕ್ಕೆ ಕಾರ್ಯಕ್ರಮ, ಸ್ಥಳ: ಕಲಾಮಂದಿರ.: [337, 1082, 444, 1091]
event-title: ಶ್ರೀ ಶಿವಕುಮಾರ ಸ್ವಾಮೀಜಿ ಮಠ: [605, 1155, 671, 1164]
event-text: ಸಂಜೆ 6ಕ್ಕೆ ಭಜನೆ, ಸ್ಥಳ: ಕುವೆಂಪುನಗರ.: [361, 1101, 443, 1110]
magenta-dot: [70, 1375, 75, 1382]
divider: [58, 658, 288, 659]
headline-yeddyurappa-2: ರಾಜ್ಯಾದ್ಯಂತ ಪ್ರವಾಸ ಮಾಡ್ತೇನೆ: [79, 104, 239, 123]
events-list-right: [597, 1043, 923, 1379]
cyan-dot: [449, 1375, 454, 1382]
event-title: ಜೆಎಸ್‌ಎಸ್ ಆಯುರ್ವೇದ ಆಸ್ಪತ್ರೆ: [310, 1017, 379, 1025]
event-item: ■ ಆದಿಚುಂಚನಗಿರಿ ಆಸ್ಪತ್ರೆ : ಸಂಜೆ 6ಕ್ಕೆ ಭಜನೆ, ಸ್ಥಳ: ಕುವೆಂಪುನಗರ.: [301, 1101, 443, 1110]
certificate-label: MERIT CERTIFICATE: [557, 725, 592, 729]
page-number-tag: [26, 52, 58, 80]
event-title: ಶ್ರೀ ಲಕ್ಷ್ಮೀದೇವಿ ಮಾರಮ್ಮ ಜಾತ್ರಾ ಮಹೋತ್ಸವ ಸಮಿತಿ: [605, 1071, 715, 1080]
headline-nursing: ಭೇದ-ಭಾವವಿಲ್ಲದೆ ಶುಶ್ರೂಷಕರು ಸೇವೆ ಮಾಡಬೇಕು: [294, 82, 771, 115]
body-aradhya: ಮೈಸೂರು,ಮಾ.6(ಪಿಎಂ)-ಮೈಸೂರಿನ ಜೆಎಲ್‌ಬಿ ರಸ್ತೆಯಲ್ಲಿರುವ ಆರಾಧ್ಯ ಮಹಾಸಭಾ ನಿರ್ದೇಶಕರ ಸ್ಥಾನಕ್ಕೆ ಚುನಾವಣೆ ನಡೆಯಲಿದ್ದು, ಮಾ.8ರಂದು ಬೆಳಿಗ್ಗೆ 9 ರಿಂದ ಸಂಜೆ 4ರವರೆಗೆ ಮತದಾನ ನಡೆಯಲಿದೆ. ಸೋಮಶೇಖರ್ ಆರಾಧ್ಯ ನೇತೃತ್ವದ ತಂಡ ಸ್ಪರ್ಧಿಸುತ್ತಿದ್ದು, 15 ಮಂದಿಯ ತಂಡವನ್ನು ಬೆಂಬಲಿಸುವಂತೆ ಮನವಿ ಮಾಡಿದರು. ಮೈಸೂರು ಜಿಲ್ಲಾ ಪತ್ರಕರ್ತರ ಭವನದಲ್ಲಿ ಸುದ್ದಿಗೋಷ್ಠಿಯಲ್ಲಿ ಮಾತನಾಡಿದರು. ಈ ವೇಳೆ ಸ್ಪರ್ಧಿಗಳಾದ ವಿಶ್ವನಾಥ, ಚನ್ನಬಸವರಾಧ್ಯ, ಮಹದೇವಸ್ವಾಮಿ, ಡಿ.ಎಸ್.ಸ್ವಾಮಿ, ಕೆ.ಜಿ.ಸುರೇಶ್, ಎ.ನಾಗರತ್ನ ಉಪಸ್ಥಿತರಿದ್ದರು.: [297, 676, 519, 731]
event-title: ಭಾರತೀಯ ವಿದ್ಯಾಭವನ: [309, 1139, 357, 1148]
event-item: ■ ಮಾಧವ ಕಲಾ ಸಂಗೀತ ಸಭಾ : ಸಂಗೀತ ಕಚೇರಿ, ಸ್ಥಳ: ರಾಮಮಂದಿರ, ಸಂಜೆ 6 ಗಂಟೆಗೆ.: [597, 1108, 782, 1117]
chess-story-text: ಮೈಸೂರಿನ ಕ್ರೆಸ್ಟ್ ಅಕಾಡೆಮಿಯ 5ನೇ ತರಗತಿ ವಿದ್ಯಾರ್ಥಿ ವಿರಾಜ್ ಯಾದವ್ ಹೆಮ್ಮಿಂಗ್ ಬರ್ಡ್ ಸ್ಕೇಟಿಂಗ್ ಚೆಸ್ ಸ್ಪರ್ಧೆಯಲ್ಲಿ ಪ್ರಥಮ ಸ್ಥಾನ ಪಡೆದು ಚಿನ್ನದ ಪದಕ ಗಳಿಸಿದ್ದಾರೆ.: [597, 650, 649, 733]
event-item: ■ ಜೆಎಸ್‌ಎಸ್ ಆಯುರ್ವೇದ ಆಸ್ಪತ್ರೆ : ಬೆಳಗ್ಗೆ 6.30 ರಿಂದ ದೇಹ-ಮನಸ್ಸುಗಳ ಆರೋಗ್ಯಕ್ಕಾಗಿ ಯೋಗಾಭ್ಯಾಸ ತರಗತಿ, ಮಧ್ಯಾಹ್ನ 2ಕ್ಕೆ ಶಿಬಿರ, ಸ್ಥಳ: ಜೆಎಸ್‌ಎಸ್ ಆಯುರ್ವೇದ ಆಸ್ಪತ್ರೆ, ಲಲಿತಾದ್ರಿಪುರ, ಬೆಳಗ್ಗೆ 9 ರಿಂದ.: [301, 1017, 593, 1035]
divider: [58, 1253, 288, 1254]
event-title: ಆಸ್ತಿಕ ಭಾರತಿ ರಾಮ ನಾಟ್ಯ ಸಂಸ್ಥೆ, ಮೈಸೂರು ನಗರ ಘಟಕ: [309, 1111, 427, 1120]
print-registration-marks-center: [449, 1375, 478, 1382]
caption-birthday: ಹುಟ್ಟುಹಬ್ಬ ಆಚರಿಸಿಕೊಂಡ ಬಿಜೆಪಿ ಯುವ ಮೋರ್ಚಾ ಅಧ್ಯಕ್ಷ ಆರ್.ನಾಗೇಶ್ ಗೌಡ ಅವರನ್ನು ಬಿಜೆಪಿ ಮೈಸೂರು ನಗರ ಅಧ್ಯಕ್ಷರೂ ಆದ ಮಾಜಿ ಶಾಸಕ ಎಲ್.ನಾಗೇಂದ್ರ ಅಭಿನಂದಿಸಿ, ಶುಭ ಕೋರಿದರು. ಈ ಸಂದರ್ಭದಲ್ಲಿ ಬಿಜೆಪಿ ಮೈಸೂರು ಪ್ರಧಾನ ಕಾರ್ಯದರ್ಶಿ ಬಿ.ಎಂ.ರಘು, ಸೋಮಸುಂದರ, ರುದ್ರಮೂರ್ತಿ, ಮುಖಂಡರಾದ ದಾನೇಶ್, ಕಾರ್ತಿಕ್ ಮರಿಯಪ್ಪ, ಸಂತೋಷ, ಬಾಲಕೃಷ್ಣ, ಶಿವರಾಜ್ ಸಿಂಗ್, ಜಗದೀಶ್ ಇನ್ನಿತರರು ಉಪಸ್ಥಿತರಿದ್ದರು.: [297, 599, 647, 625]
subhead-food: ಸರ್ಕಾರದ ಯೋಜನೆ ಸದ್ಬಳಕೆ ಮಾಡಿಕೊಳ್ಳುವಂತೆ ಪ್ರಾದೇಶಿಕ ಆಯುಕ್ತ ನಿತೇಶ್ ಪಾಟೀಲ್ ಸಲಹೆ: [80, 704, 266, 711]
cyan-dot: [62, 1375, 67, 1382]
divider: [58, 877, 286, 878]
divider: [655, 654, 927, 655]
event-item: ■ ಶ್ರೀ ಲಕ್ಷ್ಮೀದೇವಿ ಮಾರಮ್ಮ ಜಾತ್ರಾ ಮಹೋತ್ಸವ ಸಮಿತಿ : ಮರುಜಾಲು, ಮಹಿಳೆಯರ ವೇಷ ಹಾಗೂ ಇನ್ನಿತರ ವಿಭಿನ್ನ ವೇಷಧಾರಿಗಳ ಆಚರಿಸುವ ಶ್ರೀ ಲಕ್ಷ್ಮೀದೇವಿ ಮಾರಮ್ಮ ಜಾತ್ರಾ ಮಹೋತ್ಸವ, ಸ್ಥಳ: ರಮ್ಮನಹಳ್ಳಿ ಗ್ರಾಮ, ಮಹದೇವಪುರ ಮುಖ್ಯ ರಸ್ತೆ, ಮಧ್ಯಾಹ್ನ 2 ರಿಂದ.: [597, 1071, 923, 1089]
photo-nursing-ceremony: [447, 139, 925, 299]
print-registration-marks-right: [836, 1375, 865, 1382]
section-name: ಮೈಸೂರು ನಗರ: [58, 52, 286, 80]
event-title: ರಾಮಕೃಷ್ಣ ಆಶ್ರಮ: [309, 1035, 346, 1044]
panchanga-title: ಇಂದಿನ ಪಂಚಾಂಗ: [301, 956, 593, 978]
birthday-kicker: ಹುಟ್ಟುಹಬ್ಬದ ಶುಭಾಶಯ...: [297, 484, 385, 495]
akashavani-title: ಮೈಸೂರು ಆಕಾಶವಾಣಿ: [598, 826, 921, 843]
obituary-body: ಮೈಸೂರು, ಮಾ. 6-ಮೈಸೂರಿನ ಬೃಂದಾವನ ಬಡಾವಣೆ ನಿವಾಸಿ ಟಿ.ಎನ್. ವೆಂಕಟಾಚಲಯ್ಯ (91) ಅವರು ಶುಕ್ರವಾರ ಬೆಳಿಗ್ಗೆ ನಿಧನರಾದರು. ಶ್ರೀಯುತರು ಬಂಬೂಬಜಾರ್ ನಲ್ಲಿರುವ ಟೈರ್ ಪಾರ್ಕ್ ಮಾಲೀಕ ಕೇಶವ್ ಸೇರಿದಂತೆ ಇಬ್ಬರು ಪುತ್ರರು, ಓರ್ವ ಪುತ್ರಿ ಮತ್ತು ಅಪಾರ ಬಂಧು ಬಳಗವನ್ನು ಅಗಲಿದ್ದಾರೆ. ಅಂತ್ಯಕ್ರಿಯೆ ಗೋಕುಲಂನ ರುದ್ರಭೂಮಿಯಲ್ಲಿ ಶುಕ್ರವಾರ ಮಧ್ಯಾಹ್ನ ನೆರವೇರಿಸಲಾಯಿತು ಎಂದು ಕುಟುಂಬದ ಮೂಲಗಳು ತಿಳಿಸಿವೆ. ಅವರ ನಿಧನಕ್ಕೆ ಮೈಸೂರಿನ ಶ್ರೀ ಸ್ವರ್ಗ ಸ್ವಂತ ದತ್ತ ಸಾಯಿ ಪೀಠಿಕಾ ಸೇವಾ ಟ್ರಸ್ಟ್ ತೀವ್ರ ಸಂತಾಪ ಸೂಚಿಸಿದೆ.: [122, 1268, 288, 1332]
paper-name: ಮೈಸೂರು ಮಿತ್ರ: [430, 55, 510, 74]
event-text: ಶ್ರೀ ಅಲ್ಲಮ ಪ್ರಭು ಸಭಾಂಗಣ, ಸಂಜೆ 6ಕ್ಕೆ.: [668, 1118, 754, 1127]
event-text: ಬೆಳಗ್ಗೆ 10.30ಕ್ಕೆ.: [696, 1137, 735, 1146]
akashavani-schedule: [601, 845, 919, 1038]
events-list-left: [301, 1017, 593, 1379]
print-registration-marks-left: [62, 1375, 91, 1382]
black-dot: [86, 1375, 91, 1382]
masthead-rule: [288, 78, 920, 81]
